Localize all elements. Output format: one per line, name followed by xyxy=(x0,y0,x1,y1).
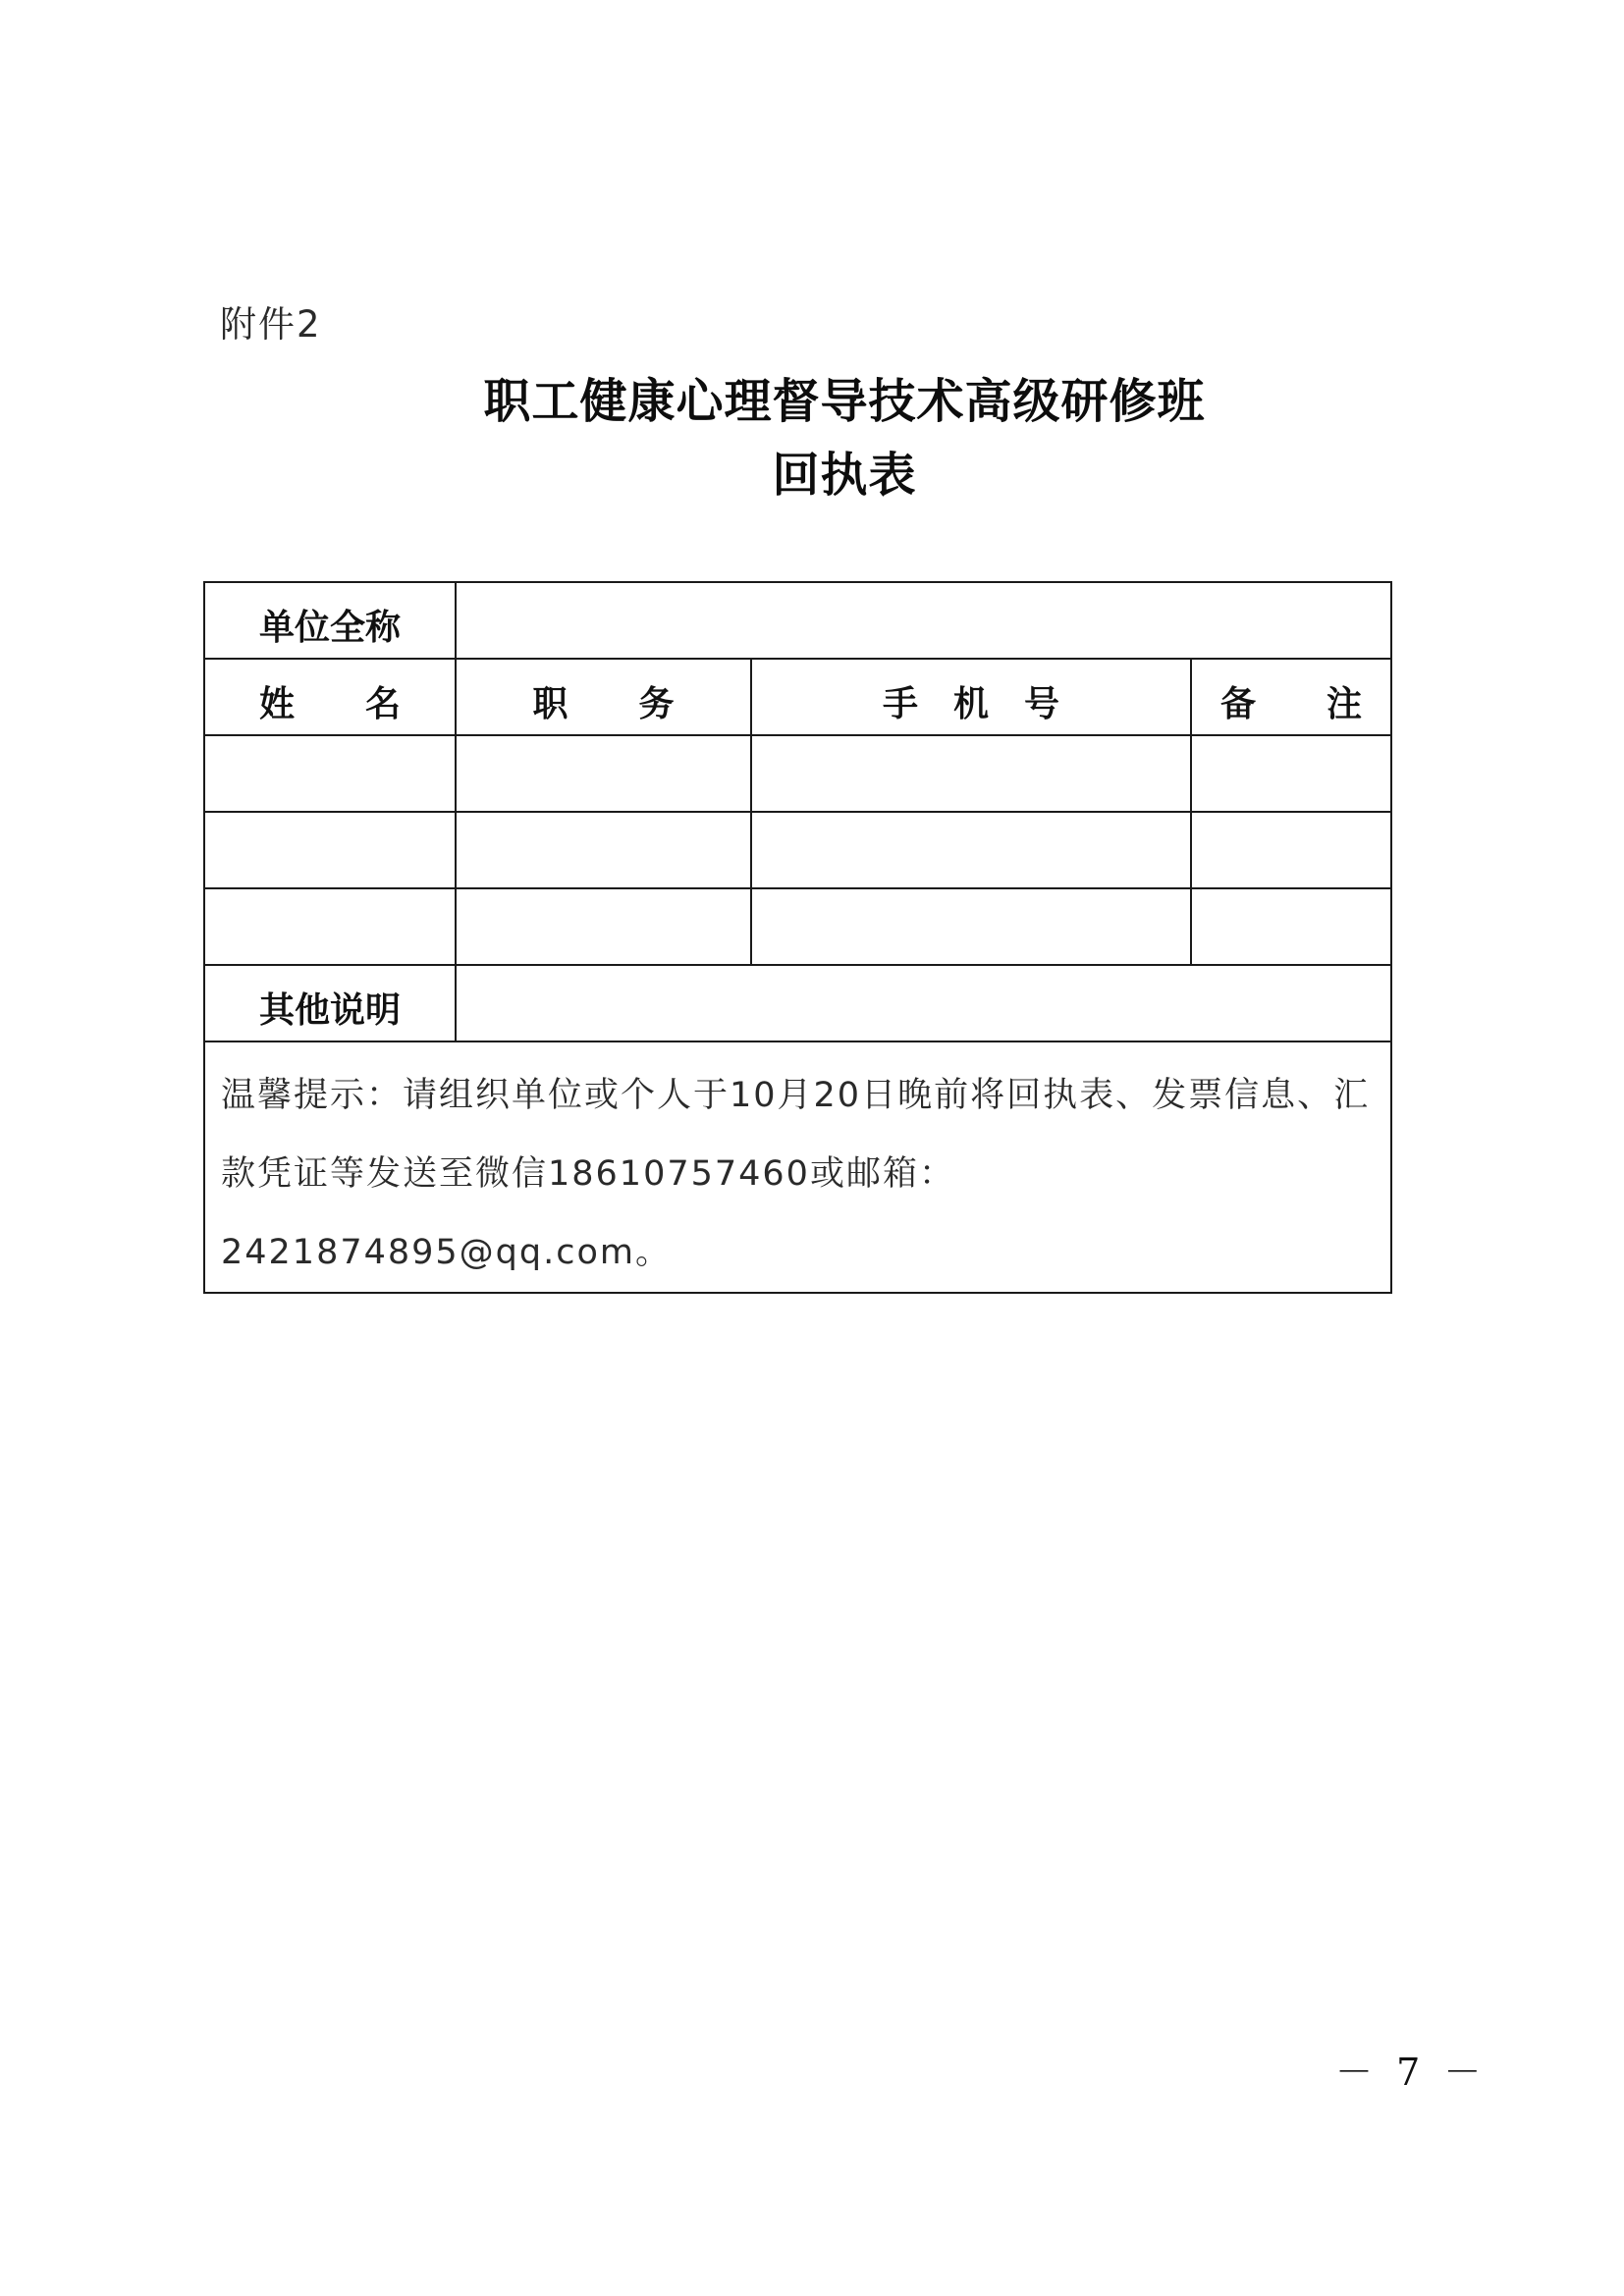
notice-row xyxy=(204,1041,1391,1293)
position-field[interactable] xyxy=(456,735,751,812)
header-remarks: 备 注 xyxy=(1191,659,1391,735)
name-field[interactable] xyxy=(204,888,456,965)
document-subtitle: 回执表 xyxy=(772,448,917,503)
name-field[interactable] xyxy=(204,812,456,888)
header-row xyxy=(204,659,1391,735)
header-name: 姓 名 xyxy=(204,659,456,735)
remarks-field[interactable] xyxy=(1191,888,1391,965)
table-row xyxy=(204,735,1391,812)
position-field[interactable] xyxy=(456,888,751,965)
position-field[interactable] xyxy=(456,812,751,888)
unit-name-field[interactable] xyxy=(456,582,1391,659)
document-title: 职工健康心理督导技术高级研修班 xyxy=(483,374,1206,429)
remarks-field[interactable] xyxy=(1191,812,1391,888)
other-notes-label: 其他说明 xyxy=(204,965,456,1041)
table-row xyxy=(204,888,1391,965)
unit-name-label: 单位全称 xyxy=(204,582,456,659)
notice-text: 温馨提示：请组织单位或个人于10月20日晚前将回执表、发票信息、汇款凭证等发送至微信18610757460或邮箱：2421874895@qq.com。 xyxy=(204,1041,1391,1293)
receipt-form-table xyxy=(203,581,1392,1294)
other-notes-field[interactable] xyxy=(456,965,1391,1041)
header-phone: 手 机 号 xyxy=(751,659,1191,735)
phone-field[interactable] xyxy=(751,735,1191,812)
remarks-field[interactable] xyxy=(1191,735,1391,812)
header-position: 职 务 xyxy=(456,659,751,735)
phone-field[interactable] xyxy=(751,812,1191,888)
name-field[interactable] xyxy=(204,735,456,812)
phone-field[interactable] xyxy=(751,888,1191,965)
unit-row xyxy=(204,582,1391,659)
attachment-label: 附件2 xyxy=(220,303,322,346)
table-row xyxy=(204,812,1391,888)
other-notes-row xyxy=(204,965,1391,1041)
page-number: － 7 － xyxy=(1335,2051,1488,2094)
